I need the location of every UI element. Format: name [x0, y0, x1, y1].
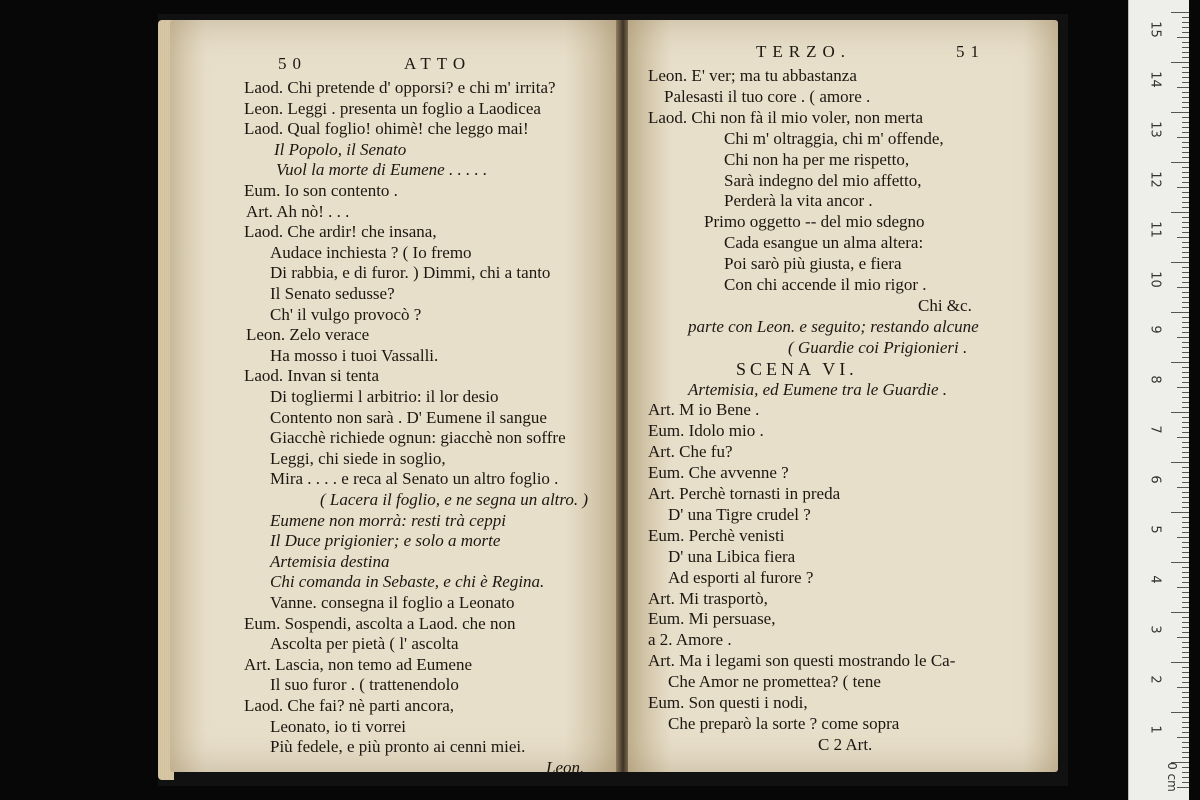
ruler-tick	[1182, 307, 1189, 308]
ruler-tick	[1182, 157, 1189, 158]
right-text-line: Eum. Perchè venisti	[648, 525, 785, 545]
ruler-tick	[1171, 612, 1189, 613]
ruler-tick	[1182, 107, 1189, 108]
ruler-tick	[1177, 737, 1189, 738]
ruler-number: 4	[1147, 575, 1163, 584]
ruler-tick	[1182, 207, 1189, 208]
ruler-tick	[1182, 77, 1189, 78]
ruler-tick	[1177, 37, 1189, 38]
ruler-tick	[1182, 42, 1189, 43]
right-text-line: Art. Mi trasportò,	[648, 588, 768, 608]
ruler-tick	[1182, 442, 1189, 443]
ruler-tick	[1182, 357, 1189, 358]
left-text-line: Di rabbia, e di furor. ) Dimmi, chi a tanto	[270, 263, 551, 283]
ruler-tick	[1182, 242, 1189, 243]
right-text-line: Palesasti il tuo core . ( amore .	[664, 86, 871, 106]
ruler-tick	[1182, 672, 1189, 673]
ruler-tick	[1182, 227, 1189, 228]
ruler-tick	[1182, 567, 1189, 568]
ruler-tick	[1182, 707, 1189, 708]
right-text-line: Che Amor ne promettea? ( tene	[668, 672, 881, 692]
ruler-tick	[1182, 117, 1189, 118]
right-text-line: Art. M io Bene .	[648, 400, 760, 420]
ruler-tick	[1182, 657, 1189, 658]
right-text-line: a 2. Amore .	[648, 630, 732, 650]
ruler-number: 5	[1147, 525, 1163, 534]
left-text-line: ( Lacera il foglio, e ne segna un altro. )	[320, 490, 589, 509]
left-page	[170, 20, 618, 777]
open-book	[158, 14, 1068, 786]
ruler-tick	[1182, 627, 1189, 628]
page-number-left: 50	[278, 54, 307, 73]
right-text-line: Eum. Mi persuase,	[648, 609, 776, 629]
ruler-tick	[1182, 682, 1189, 683]
left-text-line: Eum. Io son contento .	[244, 181, 398, 200]
ruler-tick	[1182, 392, 1189, 393]
ruler-tick	[1182, 292, 1189, 293]
ruler-tick	[1182, 447, 1189, 448]
left-text-line: Ascolta per pietà ( l' ascolta	[270, 634, 459, 654]
left-text-line: Ch' il vulgo provocò ?	[270, 304, 422, 324]
ruler-tick	[1182, 247, 1189, 248]
ruler-number: 2	[1147, 675, 1163, 684]
left-text-line: Laod. Invan si tenta	[244, 366, 380, 386]
right-text-line: Poi sarò più giusta, e fiera	[724, 254, 902, 274]
ruler-tick	[1182, 427, 1189, 428]
ruler-tick	[1182, 772, 1189, 773]
ruler-tick	[1182, 182, 1189, 183]
ruler-tick	[1182, 692, 1189, 693]
ruler-tick	[1182, 297, 1189, 298]
ruler-tick	[1182, 172, 1189, 173]
right-text-line: D' una Tigre crudel ?	[668, 504, 811, 524]
ruler-tick	[1182, 732, 1189, 733]
ruler-tick	[1182, 652, 1189, 653]
ruler-tick	[1182, 767, 1189, 768]
ruler-tick	[1182, 232, 1189, 233]
left-text-line: Leon. Leggi . presenta un foglio a Laodicea	[244, 98, 541, 118]
ruler-tick	[1177, 137, 1189, 138]
ruler-tick	[1182, 22, 1189, 23]
ruler-tick	[1182, 677, 1189, 678]
ruler-tick	[1182, 717, 1189, 718]
ruler-tick	[1182, 477, 1189, 478]
right-text-line: Artemisia, ed Eumene tra le Guardie .	[688, 379, 948, 399]
ruler-tick	[1182, 197, 1189, 198]
ruler-tick	[1182, 407, 1189, 408]
ruler-tick	[1182, 342, 1189, 343]
right-text-line: Laod. Chi non fà il mio voler, non merta	[648, 107, 924, 127]
ruler-tick	[1182, 422, 1189, 423]
ruler-tick	[1177, 487, 1189, 488]
ruler-number: 3	[1147, 625, 1163, 634]
ruler-tick	[1182, 752, 1189, 753]
ruler-tick	[1171, 212, 1189, 213]
ruler-number: 1	[1147, 725, 1163, 734]
ruler-number: 13	[1147, 121, 1163, 138]
ruler-tick	[1182, 17, 1189, 18]
left-text-line: Laod. Che ardir! che insana,	[244, 222, 437, 242]
ruler-tick	[1182, 57, 1189, 58]
left-text-line: Più fedele, e più pronto ai cenni miei.	[270, 737, 526, 757]
ruler-number: 7	[1147, 425, 1163, 434]
ruler-tick	[1182, 622, 1189, 623]
ruler-tick	[1177, 237, 1189, 238]
ruler-tick	[1182, 572, 1189, 573]
ruler-tick	[1182, 272, 1189, 273]
right-page	[628, 20, 1058, 772]
ruler-tick	[1182, 282, 1189, 283]
ruler-tick	[1182, 97, 1189, 98]
right-text-line: Chi m' oltraggia, chi m' offende,	[724, 128, 944, 148]
ruler-tick	[1182, 152, 1189, 153]
ruler-tick	[1182, 782, 1189, 783]
left-text-line: Leonato, io ti vorrei	[270, 716, 406, 736]
left-text-line: Eum. Sospendi, ascolta a Laod. che non	[244, 613, 516, 633]
ruler-tick	[1182, 607, 1189, 608]
ruler-tick	[1177, 87, 1189, 88]
ruler-tick	[1182, 192, 1189, 193]
ruler-tick	[1182, 47, 1189, 48]
ruler-tick	[1182, 722, 1189, 723]
left-text-line: Laod. Qual foglio! ohimè! che leggo mai!	[244, 119, 529, 139]
measurement-ruler	[1128, 0, 1189, 800]
ruler-tick	[1177, 537, 1189, 538]
page-number-right: 51	[956, 42, 985, 61]
ruler-tick	[1182, 302, 1189, 303]
ruler-tick	[1182, 367, 1189, 368]
left-text-line: Contento non sarà . D' Eumene il sangue	[270, 407, 547, 427]
ruler-tick	[1182, 377, 1189, 378]
ruler-tick	[1182, 517, 1189, 518]
ruler-tick	[1182, 697, 1189, 698]
left-text-line: Il Senato sedusse?	[270, 284, 395, 303]
ruler-tick	[1182, 397, 1189, 398]
left-text-line: Laod. Chi pretende d' opporsi? e chi m' irrita?	[244, 78, 556, 97]
ruler-tick	[1182, 322, 1189, 323]
ruler-tick	[1182, 467, 1189, 468]
left-text-line: Di togliermi l arbitrio: il lor desio	[270, 387, 499, 406]
right-text-line: Chi non ha per me rispetto,	[724, 149, 910, 169]
ruler-tick	[1182, 277, 1189, 278]
ruler-tick	[1182, 122, 1189, 123]
ruler-tick	[1182, 667, 1189, 668]
ruler-tick	[1182, 332, 1189, 333]
ruler-tick	[1182, 27, 1189, 28]
ruler-tick	[1182, 742, 1189, 743]
ruler-tick	[1171, 362, 1189, 363]
ruler-tick	[1182, 642, 1189, 643]
ruler-tick	[1177, 637, 1189, 638]
ruler-unit-label: 0 cm	[1165, 762, 1180, 792]
ruler-tick	[1182, 727, 1189, 728]
right-text-line: Art. Perchè tornasti in preda	[648, 484, 841, 503]
right-text-line: Ad esporti al furore ?	[668, 567, 814, 587]
left-text-line: Il Duce prigionier; e solo a morte	[270, 531, 501, 551]
ruler-tick	[1171, 162, 1189, 163]
right-text-line: Perderà la vita ancor .	[724, 191, 873, 211]
ruler-tick	[1182, 647, 1189, 648]
left-text-line: Leon.	[546, 757, 585, 777]
right-text-line: Eum. Idolo mio .	[648, 421, 764, 441]
ruler-tick	[1182, 132, 1189, 133]
right-text-line: Eum. Che avvenne ?	[648, 463, 789, 483]
ruler-tick	[1177, 287, 1189, 288]
ruler-number: 10	[1147, 271, 1163, 288]
ruler-tick	[1182, 507, 1189, 508]
ruler-tick	[1182, 597, 1189, 598]
ruler-tick	[1182, 72, 1189, 73]
ruler-tick	[1182, 502, 1189, 503]
left-text-line: Art. Lascia, non temo ad Eumene	[244, 654, 473, 674]
left-text-line: Ha mosso i tuoi Vassalli.	[270, 345, 439, 365]
ruler-tick	[1182, 252, 1189, 253]
ruler-tick	[1182, 557, 1189, 558]
ruler-tick	[1182, 147, 1189, 148]
left-text-line: Leggi, chi siede in soglio,	[270, 448, 446, 468]
ruler-number: 9	[1147, 325, 1163, 334]
right-text-line: Con chi accende il mio rigor .	[724, 275, 927, 294]
ruler-tick	[1171, 462, 1189, 463]
ruler-tick	[1182, 92, 1189, 93]
ruler-tick	[1182, 267, 1189, 268]
ruler-tick	[1177, 587, 1189, 588]
right-text-line: Eum. Son questi i nodi,	[648, 693, 808, 712]
left-text-line: Audace inchiesta ? ( Io fremo	[270, 242, 472, 262]
ruler-tick	[1182, 82, 1189, 83]
ruler-tick	[1182, 472, 1189, 473]
ruler-tick	[1182, 67, 1189, 68]
right-text-line: Art. Ma i legami son questi mostrando le Ca-	[648, 651, 956, 671]
ruler-tick	[1182, 142, 1189, 143]
ruler-tick	[1171, 62, 1189, 63]
ruler-tick	[1182, 457, 1189, 458]
ruler-tick	[1182, 617, 1189, 618]
right-text-line: Leon. E' ver; ma tu abbastanza	[648, 66, 857, 85]
ruler-number: 6	[1147, 475, 1163, 484]
right-text-line: ( Guardie coi Prigionieri .	[788, 337, 968, 357]
ruler-tick	[1171, 712, 1189, 713]
ruler-tick	[1182, 347, 1189, 348]
ruler-tick	[1182, 542, 1189, 543]
ruler-tick	[1182, 602, 1189, 603]
ruler-tick	[1182, 527, 1189, 528]
ruler-tick	[1182, 257, 1189, 258]
ruler-tick	[1177, 387, 1189, 388]
ruler-tick	[1182, 222, 1189, 223]
ruler-tick	[1182, 327, 1189, 328]
running-head-right: TERZO.	[756, 42, 852, 61]
ruler-tick	[1171, 562, 1189, 563]
ruler-tick	[1182, 522, 1189, 523]
left-text-line: Il Popolo, il Senato	[274, 139, 407, 159]
ruler-tick	[1182, 582, 1189, 583]
ruler-tick	[1177, 437, 1189, 438]
right-text-line: Chi &c.	[918, 295, 972, 315]
ruler-tick	[1182, 177, 1189, 178]
ruler-tick	[1182, 432, 1189, 433]
left-text-line: Chi comanda in Sebaste, e chi è Regina.	[270, 572, 545, 592]
running-head-left: ATTO	[404, 54, 472, 73]
right-text-line: D' una Libica fiera	[668, 546, 796, 566]
left-text-line: Mira . . . . e reca al Senato un altro foglio .	[270, 469, 559, 489]
ruler-tick	[1171, 112, 1189, 113]
ruler-tick	[1182, 127, 1189, 128]
ruler-tick	[1182, 102, 1189, 103]
ruler-tick	[1182, 532, 1189, 533]
left-text-line: Laod. Che fai? nè parti ancora,	[244, 696, 455, 715]
ruler-tick	[1182, 552, 1189, 553]
right-text-line: Art. Che fu?	[648, 442, 733, 462]
ruler-tick	[1171, 512, 1189, 513]
left-text-line: Giacchè richiede ognun: giacchè non soffre	[270, 428, 566, 448]
right-text-line: Che preparò la sorte ? come sopra	[668, 713, 900, 733]
ruler-tick	[1182, 372, 1189, 373]
left-text-line: Vuol la morte di Eumene . . . . .	[276, 160, 488, 180]
ruler-tick	[1177, 337, 1189, 338]
ruler-tick	[1182, 402, 1189, 403]
left-text-line: Vanne. consegna il foglio a Leonato	[270, 593, 515, 612]
ruler-tick	[1182, 217, 1189, 218]
ruler-tick	[1182, 702, 1189, 703]
right-text-line: Cada esangue un alma altera:	[724, 233, 924, 253]
ruler-tick	[1182, 452, 1189, 453]
ruler-tick	[1171, 662, 1189, 663]
ruler-tick	[1182, 482, 1189, 483]
right-text-line: Sarà indegno del mio affetto,	[724, 170, 922, 190]
ruler-tick	[1182, 317, 1189, 318]
ruler-tick	[1171, 412, 1189, 413]
ruler-tick	[1182, 417, 1189, 418]
ruler-number: 12	[1147, 171, 1163, 188]
ruler-tick	[1182, 167, 1189, 168]
left-text-line: Art. Ah nò! . . .	[246, 201, 350, 221]
ruler-tick	[1182, 497, 1189, 498]
ruler-tick	[1182, 777, 1189, 778]
right-text-line: C 2 Art.	[818, 734, 873, 754]
ruler-tick	[1182, 577, 1189, 578]
ruler-number: 14	[1147, 71, 1163, 88]
ruler-tick	[1182, 592, 1189, 593]
ruler-number: 8	[1147, 375, 1163, 384]
ruler-tick	[1171, 312, 1189, 313]
ruler-tick	[1177, 687, 1189, 688]
left-text-line: Artemisia destina	[270, 551, 390, 571]
ruler-tick	[1182, 547, 1189, 548]
ruler-tick	[1182, 757, 1189, 758]
ruler-tick	[1182, 202, 1189, 203]
ruler-tick	[1171, 262, 1189, 263]
ruler-tick	[1171, 12, 1189, 13]
left-text-line: Eumene non morrà: resti trà ceppi	[270, 510, 506, 530]
left-text-line: Leon. Zelo verace	[246, 325, 370, 345]
ruler-tick	[1182, 382, 1189, 383]
right-text-line: SCENA VI.	[736, 358, 858, 379]
ruler-number: 15	[1147, 21, 1163, 38]
right-text-line: parte con Leon. e seguito; restando alcune	[688, 316, 979, 336]
right-text-line: Primo oggetto -- del mio sdegno	[704, 212, 925, 232]
ruler-tick	[1182, 32, 1189, 33]
left-text-line: Il suo furor . ( trattenendolo	[270, 675, 459, 695]
ruler-tick	[1182, 747, 1189, 748]
ruler-tick	[1177, 187, 1189, 188]
ruler-tick	[1182, 352, 1189, 353]
ruler-tick	[1182, 52, 1189, 53]
ruler-tick	[1182, 492, 1189, 493]
ruler-tick	[1182, 632, 1189, 633]
ruler-number: 11	[1147, 221, 1163, 238]
